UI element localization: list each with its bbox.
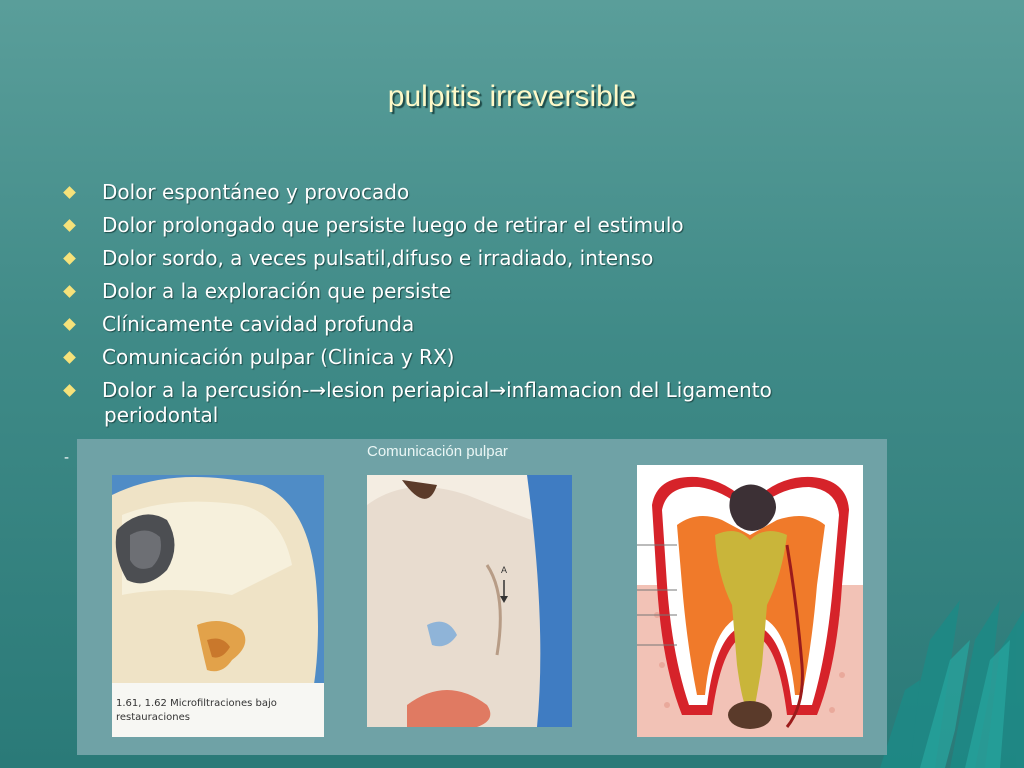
bullet-item — [62, 242, 942, 275]
bullet-item — [62, 308, 942, 341]
figure-composite — [77, 439, 887, 755]
diamond-bullet-icon — [63, 318, 76, 331]
panel2-label: A — [501, 565, 508, 575]
diamond-bullet-icon — [63, 252, 76, 265]
figure-caption: Comunicación pulpar — [367, 443, 508, 460]
bullet-list — [62, 176, 942, 427]
bullet-text: Dolor prolongado que persiste luego de retirar el estimulo — [102, 213, 684, 237]
tooth-photo-1 — [112, 475, 324, 737]
bullet-continuation: periodontal — [104, 403, 219, 427]
bullet-item — [62, 341, 942, 374]
bullet-text: Dolor a la exploración que persiste — [102, 279, 452, 303]
bullet-text: Comunicación pulpar (Clinica y RX) — [102, 345, 455, 369]
diamond-bullet-icon — [63, 186, 76, 199]
diamond-bullet-icon — [63, 351, 76, 364]
bullet-text: Dolor sordo, a veces pulsatil,difuso e irradiado, intenso — [102, 246, 654, 270]
tooth-photo-1-caption — [112, 683, 324, 737]
tooth-section-photo — [367, 475, 572, 727]
dash-mark: - — [64, 450, 70, 466]
tooth-section-illustration — [367, 475, 572, 727]
bullet-text: Dolor espontáneo y provocado — [102, 180, 410, 204]
tooth-diagram — [637, 465, 863, 737]
diamond-bullet-icon — [63, 219, 76, 232]
slide-title: pulpitis irreversible — [387, 80, 637, 113]
diamond-bullet-icon — [63, 285, 76, 298]
diamond-bullet-icon — [63, 384, 76, 397]
caption-line: restauraciones — [116, 712, 190, 723]
tooth-diagram-illustration — [637, 465, 863, 737]
bullet-item — [62, 209, 942, 242]
bullet-item — [62, 176, 942, 209]
bullet-item — [62, 275, 942, 308]
bullet-text: Clínicamente cavidad profunda — [102, 312, 415, 336]
bullet-item — [62, 374, 942, 407]
bullet-text: Dolor a la percusión-→lesion periapical→inflamacion del Ligamento — [102, 378, 772, 402]
caption-line: 1.61, 1.62 Microfiltraciones bajo — [116, 698, 277, 709]
